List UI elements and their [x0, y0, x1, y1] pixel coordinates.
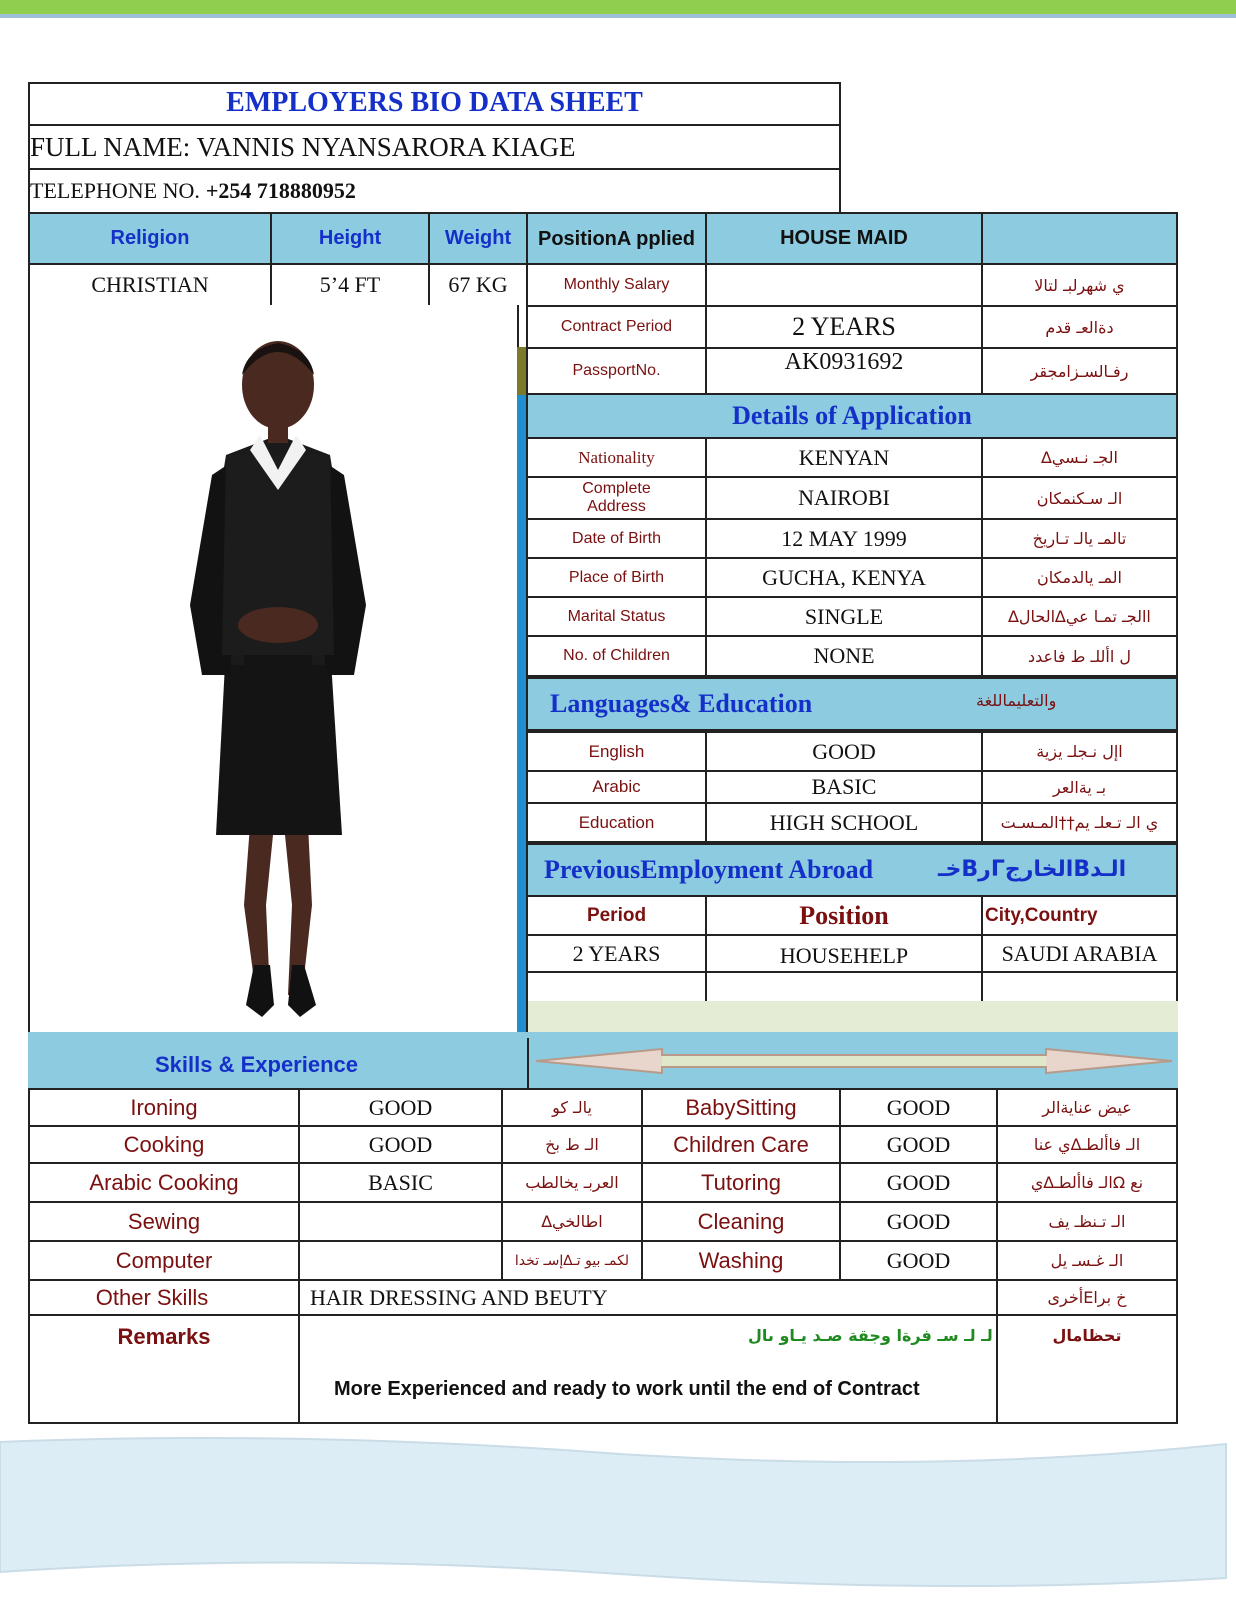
weight-header: Weight: [428, 212, 528, 265]
position-arabic-blank: [981, 212, 1178, 265]
height-header: Height: [270, 212, 430, 265]
skill-left-value: [300, 1242, 503, 1281]
skill-left-label: Arabic Cooking: [30, 1164, 300, 1203]
children-arabic: ل األلـ ط فاعدد: [981, 635, 1178, 677]
prev-empty-row-1a: [526, 971, 707, 1003]
prev-empty-row-1b: [705, 971, 983, 1003]
skill-right-arabic: عيض عنايةالر: [998, 1090, 1176, 1127]
salary-arabic: ي شهرلبـ لتالا: [981, 263, 1178, 307]
skill-left-arabic: العربـ يخالطب: [503, 1164, 643, 1203]
dob-value: 12 MAY 1999: [705, 518, 983, 559]
contract-label: Contract Period: [526, 305, 707, 349]
city-header: City,Country: [981, 895, 1178, 936]
details-title: Details of Application: [526, 393, 1178, 439]
skill-left-label: Cooking: [30, 1127, 300, 1164]
address-label: Complete Address: [526, 476, 707, 520]
other-skills-label: Other Skills: [30, 1281, 300, 1316]
photo-frame: [28, 305, 528, 1033]
position-value: HOUSEHELP: [705, 934, 983, 973]
religion-header: Religion: [28, 212, 272, 265]
salary-label: Monthly Salary: [526, 263, 707, 307]
address-arabic: الـ سـكنمكان: [981, 476, 1178, 520]
double-arrow-icon: [534, 1046, 1174, 1076]
passport-value: AK0931692: [705, 347, 983, 395]
nationality-label: Nationality: [526, 437, 707, 478]
remarks-label-cell: Remarks: [30, 1316, 300, 1422]
prev-empty-row-1c: [981, 971, 1178, 1003]
skill-left-label: Sewing: [30, 1203, 300, 1242]
skill-right-value: GOOD: [841, 1164, 998, 1203]
salary-value: [705, 263, 983, 307]
skill-left-value: [300, 1203, 503, 1242]
telephone: TELEPHONE NO. +254 718880952: [30, 178, 356, 203]
top-color-bar: [0, 0, 1236, 18]
prev-empty-row-2b: [705, 1001, 983, 1034]
nationality-value: KENYAN: [705, 437, 983, 478]
skill-right-label: Tutoring: [643, 1164, 841, 1203]
marital-arabic: ∆االجـ تمـا عي∆الحال: [981, 596, 1178, 637]
arabic-value: BASIC: [705, 770, 983, 804]
skill-left-value: BASIC: [300, 1164, 503, 1203]
city-value: SAUDI ARABIA: [981, 934, 1178, 973]
languages-title: Languages& Education والتعليماللغة: [526, 677, 1178, 731]
employee-photo: [30, 305, 526, 1031]
height-value: 5’4 FT: [270, 263, 430, 307]
previous-title: PreviousEmployment Abroad خـBرΓالخارجBالـد: [526, 843, 1178, 897]
skill-right-arabic: الـ تـنظـ يف: [998, 1203, 1176, 1242]
remarks-arabic-cell: تحظامال: [1052, 1326, 1122, 1345]
education-arabic: ي الـ تـعلـ يم††المـسـت: [981, 802, 1178, 843]
position-applied-value: HOUSE MAID: [705, 212, 983, 265]
remarks-content: لـ لـ سـ فرةا وجقة صـد يـاو ىال More Experienced and ready to work until the end of Contract: [300, 1316, 998, 1422]
position-header: Position: [705, 895, 983, 936]
skill-left-arabic: الـ ط بخ: [503, 1127, 643, 1164]
other-skills-arabic: أخرىEخ برا: [998, 1281, 1176, 1316]
arabic-label: Arabic: [526, 770, 707, 804]
dob-label: Date of Birth: [526, 518, 707, 559]
skill-right-value: GOOD: [841, 1090, 998, 1127]
photo-divider-line: [517, 305, 519, 347]
skills-title: Skills & Experience: [155, 1052, 358, 1077]
skill-left-label: Computer: [30, 1242, 300, 1281]
address-value: NAIROBI: [705, 476, 983, 520]
dob-arabic: تالمـ يالـ تـاريخ: [981, 518, 1178, 559]
education-label: Education: [526, 802, 707, 843]
contract-arabic: دةالعـ قدم: [981, 305, 1178, 349]
children-value: NONE: [705, 635, 983, 677]
religion-value: CHRISTIAN: [28, 263, 272, 307]
skill-right-arabic: الـ فاألطـ∆يΩ نع: [998, 1164, 1176, 1203]
period-header: Period: [526, 895, 707, 936]
skill-right-label: BabySitting: [643, 1090, 841, 1127]
skill-right-label: Cleaning: [643, 1203, 841, 1242]
skill-left-value: GOOD: [300, 1127, 503, 1164]
skill-left-label: Ironing: [30, 1090, 300, 1127]
pob-arabic: المـ يالدمكان: [981, 557, 1178, 598]
children-label: No. of Children: [526, 635, 707, 677]
pob-value: GUCHA, KENYA: [705, 557, 983, 598]
contract-value: 2 YEARS: [705, 305, 983, 349]
skill-left-value: GOOD: [300, 1090, 503, 1127]
arabic-arabic: بـ يةالعر: [981, 770, 1178, 804]
english-arabic: اإل نـجلـ يزية: [981, 731, 1178, 772]
skill-right-arabic: الـ غـسـ يل: [998, 1242, 1176, 1281]
prev-empty-row-2c: [981, 1001, 1178, 1034]
skill-left-arabic: ∆اطالخي: [503, 1203, 643, 1242]
skills-band-divider: [527, 1038, 529, 1088]
period-value: 2 YEARS: [526, 934, 707, 973]
skill-right-label: Washing: [643, 1242, 841, 1281]
skill-left-arabic: يالـ كو: [503, 1090, 643, 1127]
other-skills-value: HAIR DRESSING AND BEUTY: [300, 1281, 998, 1316]
sheet-title: EMPLOYERS BIO DATA SHEET: [28, 82, 841, 126]
skill-left-arabic: لكمـ بيو تـ∆إسـ تخدا: [503, 1242, 643, 1281]
nationality-arabic: ∆الجـ نـسي: [981, 437, 1178, 478]
weight-value: 67 KG: [428, 263, 528, 307]
skill-right-label: Children Care: [643, 1127, 841, 1164]
english-value: GOOD: [705, 731, 983, 772]
marital-value: SINGLE: [705, 596, 983, 637]
skill-right-value: GOOD: [841, 1203, 998, 1242]
pob-label: Place of Birth: [526, 557, 707, 598]
skill-right-arabic: الـ فاألطـ∆ي عنا: [998, 1127, 1176, 1164]
passport-arabic: رفـالسـزامجقر: [981, 347, 1178, 395]
marital-label: Marital Status: [526, 596, 707, 637]
education-value: HIGH SCHOOL: [705, 802, 983, 843]
passport-label: PassportNo.: [526, 347, 707, 395]
full-name: FULL NAME: VANNIS NYANSARORA KIAGE: [30, 126, 839, 170]
skill-right-value: GOOD: [841, 1242, 998, 1281]
english-label: English: [526, 731, 707, 772]
position-applied-label: PositionA pplied: [526, 212, 707, 265]
skill-right-value: GOOD: [841, 1127, 998, 1164]
bottom-wave-banner: [0, 1428, 1236, 1600]
prev-empty-row-2a: [526, 1001, 707, 1034]
